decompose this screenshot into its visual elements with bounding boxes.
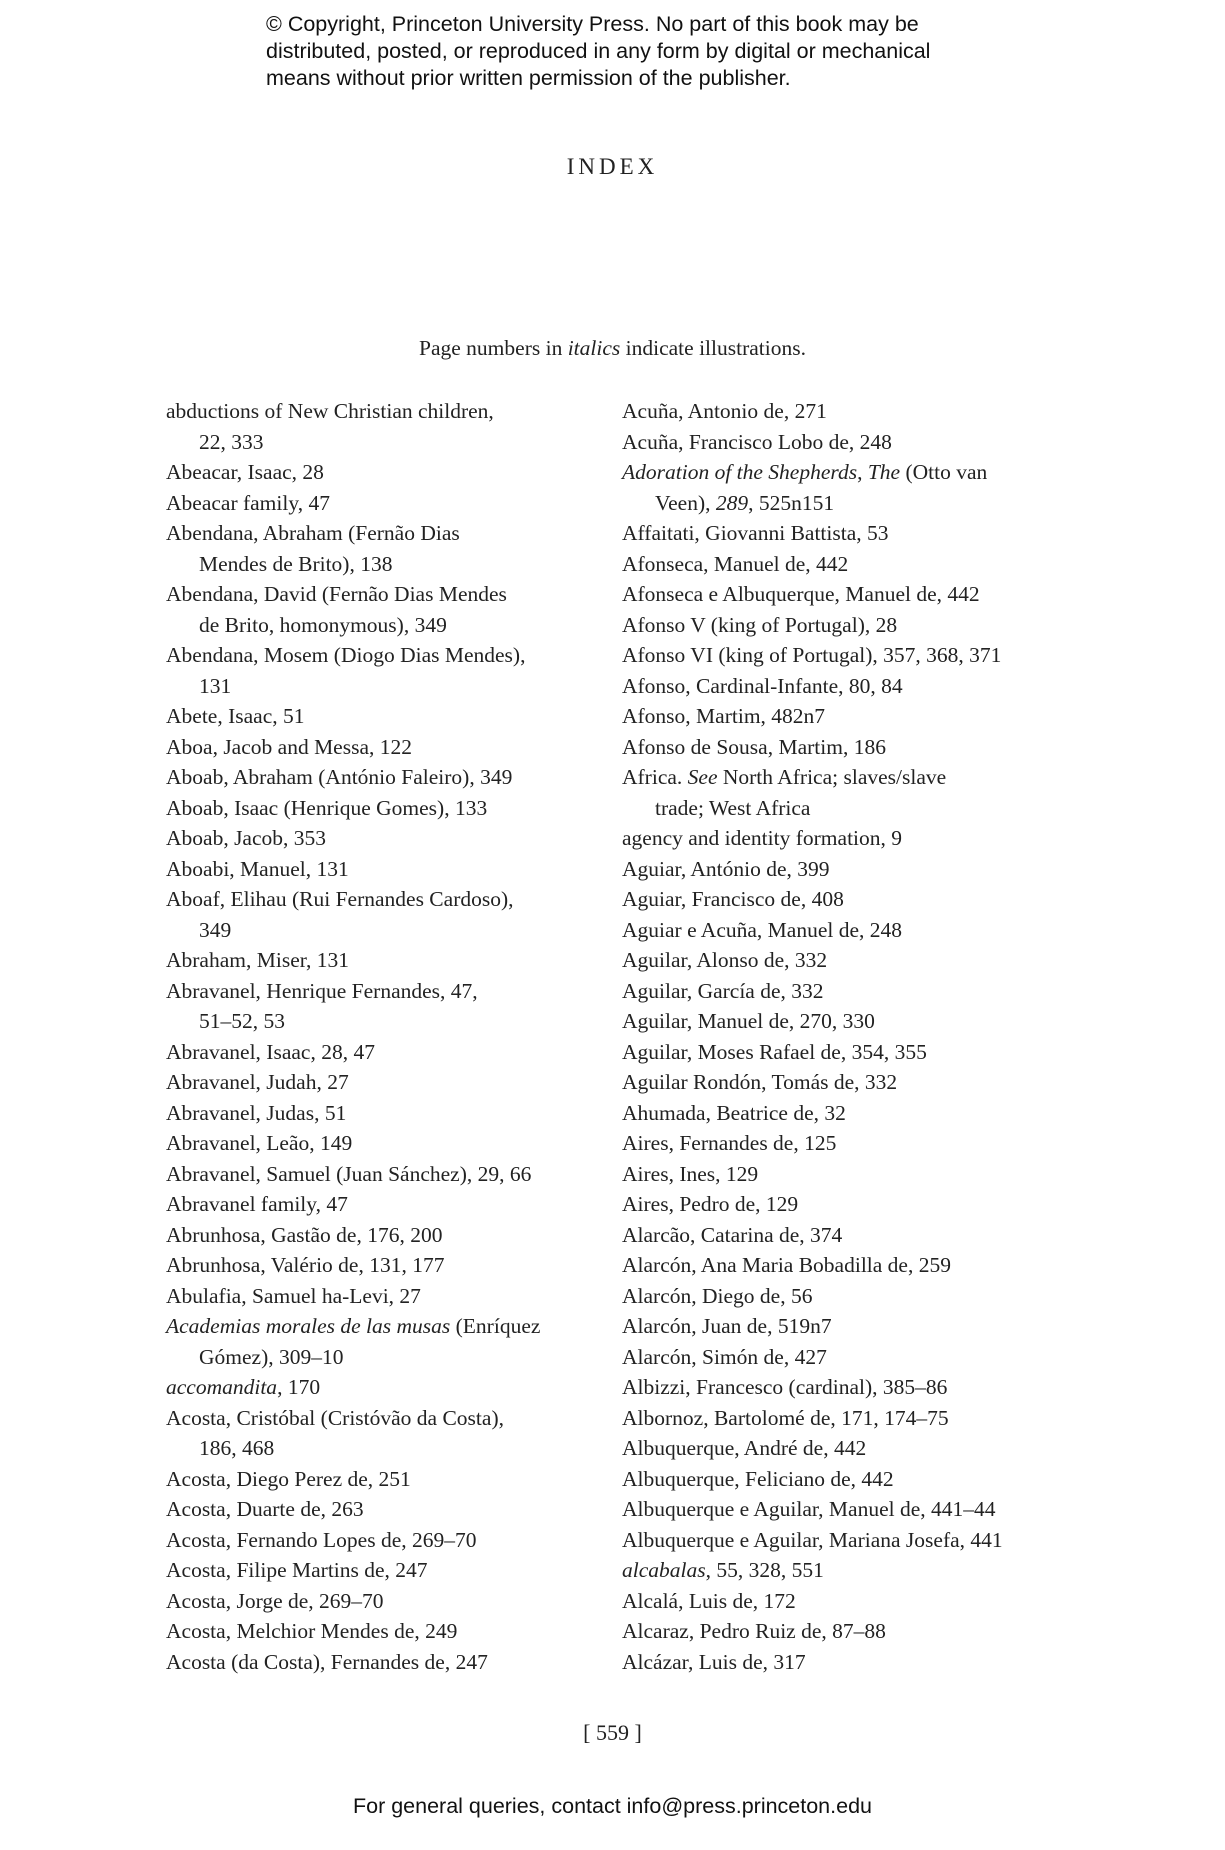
index-entry: Alarcão, Catarina de, 374 bbox=[622, 1222, 843, 1247]
index-entry: Afonso V (king of Portugal), 28 bbox=[622, 612, 898, 637]
copyright-line: © Copyright, Princeton University Press. No part of this book may be bbox=[266, 12, 919, 36]
index-column-right bbox=[622, 396, 1062, 1677]
index-entry: accomandita, 170 bbox=[166, 1375, 321, 1399]
index-entry: Adoration of the Shepherds, The (Otto van Veen), 289, 525n151 bbox=[622, 460, 988, 515]
index-entry: Albuquerque, Feliciano de, 442 bbox=[622, 1466, 894, 1491]
index-entry: Albornoz, Bartolomé de, 171, 174–75 bbox=[622, 1405, 949, 1430]
copyright-line: means without prior written permission of the publisher. bbox=[266, 66, 791, 90]
index-entry: Aguiar, António de, 399 bbox=[622, 856, 830, 881]
index-entry: Acosta, Duarte de, 263 bbox=[166, 1497, 364, 1521]
index-entry: Afonso, Martim, 482n7 bbox=[622, 704, 826, 728]
index-entry: Afonso VI (king of Portugal), 357, 368, 371 bbox=[622, 643, 1002, 667]
index-entry: Alcázar, Luis de, 317 bbox=[622, 1649, 806, 1674]
index-entry: Afonseca e Albuquerque, Manuel de, 442 bbox=[622, 582, 980, 606]
index-entry: abductions of New Christian children, 22, 333 bbox=[166, 399, 494, 454]
index-entry: Afonseca, Manuel de, 442 bbox=[622, 551, 849, 576]
footer-contact: For general queries, contact info@press.princeton.edu bbox=[352, 1794, 872, 1818]
index-entry: Abete, Isaac, 51 bbox=[166, 704, 305, 728]
index-entry: Acosta, Fernando Lopes de, 269–70 bbox=[166, 1527, 477, 1552]
index-entry: Acosta, Diego Perez de, 251 bbox=[166, 1466, 411, 1491]
index-entry: Aires, Ines, 129 bbox=[622, 1161, 759, 1186]
index-entry: Acuña, Francisco Lobo de, 248 bbox=[622, 429, 892, 454]
index-entry: Alarcón, Ana Maria Bobadilla de, 259 bbox=[622, 1253, 951, 1277]
index-entry: Abravanel, Isaac, 28, 47 bbox=[166, 1039, 375, 1064]
index-entry: Albuquerque, André de, 442 bbox=[622, 1436, 867, 1460]
index-entry: Aboab, Jacob, 353 bbox=[166, 826, 327, 850]
index-entry: Aires, Pedro de, 129 bbox=[622, 1192, 799, 1216]
note-italic: italics bbox=[567, 336, 621, 360]
index-entry: Abeacar family, 47 bbox=[166, 490, 330, 515]
index-entry: Albuquerque e Aguilar, Mariana Josefa, 441 bbox=[622, 1527, 1003, 1552]
index-entry: Afonso, Cardinal-Infante, 80, 84 bbox=[622, 673, 903, 698]
page-title: INDEX bbox=[566, 154, 659, 179]
index-entry: Aguiar, Francisco de, 408 bbox=[622, 887, 844, 911]
index-entry: Abendana, Abraham (Fernão Dias Mendes de Brito), 138 bbox=[166, 521, 460, 576]
index-entry: alcabalas, 55, 328, 551 bbox=[622, 1558, 824, 1582]
index-entry: Africa. See North Africa; slaves/slave trade; West Africa bbox=[622, 765, 947, 820]
index-entry: Abrunhosa, Gastão de, 176, 200 bbox=[166, 1222, 443, 1247]
index-entry: Albuquerque e Aguilar, Manuel de, 441–44 bbox=[622, 1497, 996, 1521]
index-entry: Acosta, Melchior Mendes de, 249 bbox=[166, 1619, 458, 1643]
note-text: Page numbers in bbox=[419, 336, 568, 360]
index-entry: Aboabi, Manuel, 131 bbox=[166, 856, 349, 881]
index-entry: Abrunhosa, Valério de, 131, 177 bbox=[166, 1253, 445, 1277]
index-entry: Aguiar e Acuña, Manuel de, 248 bbox=[622, 917, 903, 942]
index-entry: Aboa, Jacob and Messa, 122 bbox=[166, 734, 413, 759]
index-entry: Alcaraz, Pedro Ruiz de, 87–88 bbox=[622, 1619, 886, 1643]
copyright-line: distributed, posted, or reproduced in any form by digital or mechanical bbox=[266, 39, 931, 63]
index-entry: Academias morales de las musas (Enríquez Gómez), 309–10 bbox=[166, 1314, 541, 1369]
index-entry: Acuña, Antonio de, 271 bbox=[622, 399, 827, 423]
index-entry: agency and identity formation, 9 bbox=[622, 826, 903, 850]
index-entry: Aguilar Rondón, Tomás de, 332 bbox=[622, 1070, 898, 1094]
index-entry: Abravanel, Henrique Fernandes, 47, 51–52, 53 bbox=[166, 978, 478, 1033]
index-entry: Aguilar, Moses Rafael de, 354, 355 bbox=[622, 1039, 927, 1064]
note-text: indicate illustrations. bbox=[620, 336, 806, 360]
index-entry: Abravanel, Leão, 149 bbox=[166, 1131, 353, 1155]
index-entry: Afonso de Sousa, Martim, 186 bbox=[622, 734, 886, 759]
index-entry: Abendana, David (Fernão Dias Mendes de Brito, homonymous), 349 bbox=[166, 582, 507, 637]
index-entry: Alarcón, Diego de, 56 bbox=[622, 1283, 813, 1308]
index-entry: Acosta, Cristóbal (Cristóvão da Costa), 186, 468 bbox=[166, 1405, 504, 1460]
index-entry: Aguilar, García de, 332 bbox=[622, 978, 824, 1003]
index-entry: Aboab, Isaac (Henrique Gomes), 133 bbox=[166, 795, 488, 820]
italics-note bbox=[0, 336, 1225, 361]
index-entry: Ahumada, Beatrice de, 32 bbox=[622, 1100, 846, 1125]
index-entry: Abendana, Mosem (Diogo Dias Mendes), 131 bbox=[166, 643, 526, 698]
index-entry: Aboaf, Elihau (Rui Fernandes Cardoso), 349 bbox=[166, 887, 514, 942]
index-entry: Abravanel, Samuel (Juan Sánchez), 29, 66 bbox=[166, 1161, 532, 1186]
index-entry: Abravanel family, 47 bbox=[166, 1192, 348, 1216]
index-entry: Aires, Fernandes de, 125 bbox=[622, 1131, 837, 1155]
index-entry: Alcalá, Luis de, 172 bbox=[622, 1588, 796, 1613]
index-entry: Acosta (da Costa), Fernandes de, 247 bbox=[166, 1649, 488, 1674]
index-entry: Acosta, Jorge de, 269–70 bbox=[166, 1588, 384, 1613]
index-entry: Abeacar, Isaac, 28 bbox=[166, 460, 324, 484]
index-entry: Abravanel, Judas, 51 bbox=[166, 1100, 347, 1125]
index-entry: Albizzi, Francesco (cardinal), 385–86 bbox=[622, 1375, 948, 1399]
index-entry: Aguilar, Alonso de, 332 bbox=[622, 948, 828, 972]
index-entry: Abulafia, Samuel ha-Levi, 27 bbox=[166, 1283, 421, 1308]
index-entry: Affaitati, Giovanni Battista, 53 bbox=[622, 521, 889, 545]
index-entry: Abraham, Miser, 131 bbox=[166, 948, 350, 972]
index-entry: Alarcón, Simón de, 427 bbox=[622, 1344, 827, 1369]
index-entry: Alarcón, Juan de, 519n7 bbox=[622, 1314, 832, 1338]
index-column-left bbox=[166, 396, 606, 1677]
index-entry: Acosta, Filipe Martins de, 247 bbox=[166, 1558, 428, 1582]
index-entry: Aboab, Abraham (António Faleiro), 349 bbox=[166, 765, 513, 789]
index-entry: Aguilar, Manuel de, 270, 330 bbox=[622, 1009, 875, 1033]
page-number: [ 559 ] bbox=[583, 1720, 642, 1745]
copyright-notice bbox=[266, 11, 1026, 92]
index-entry: Abravanel, Judah, 27 bbox=[166, 1070, 349, 1094]
